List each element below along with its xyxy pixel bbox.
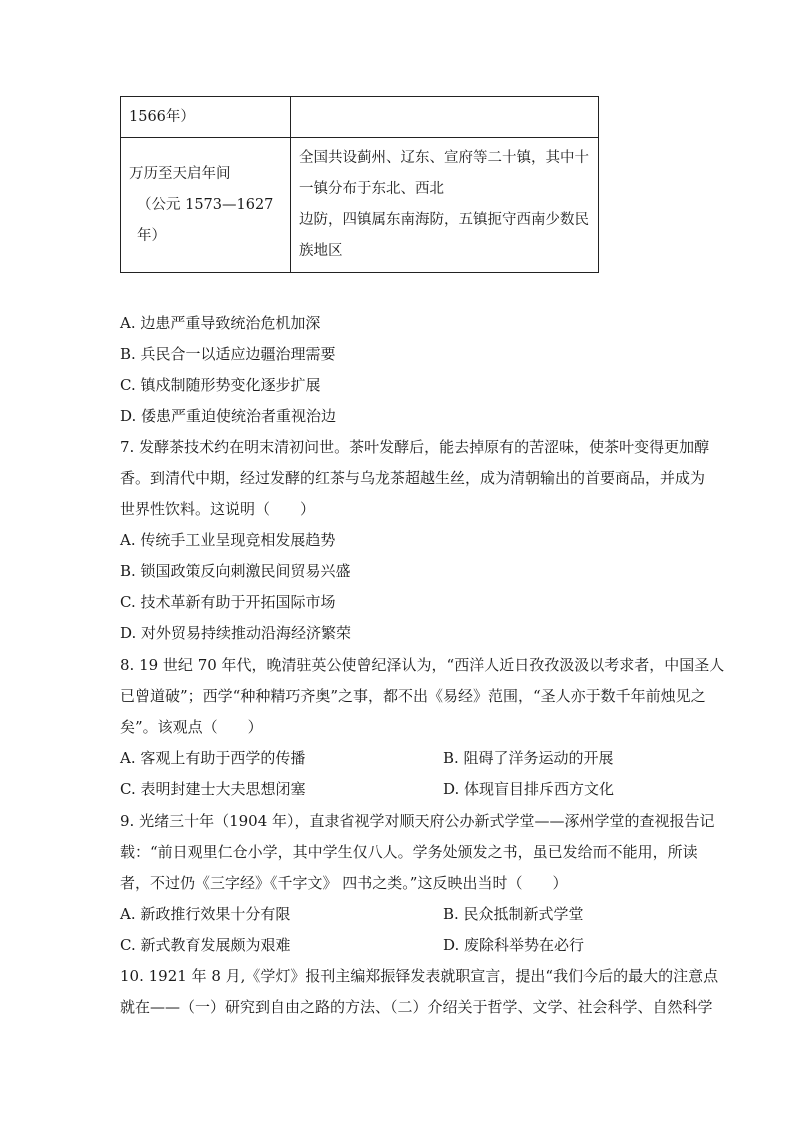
table-cell	[121, 138, 291, 273]
table-cell-line: 边防，四镇属东南海防，五镇扼守西南少数民	[299, 212, 589, 228]
q9-stem-line: 9. 光绪三十年（1904 年），直隶省视学对顺天府公办新式学堂——涿州学堂的查视报告记	[120, 812, 715, 830]
q8-stem-line: 矣”。该观点（ ）	[120, 718, 263, 736]
q8-stem-line: 8. 19 世纪 70 年代，晚清驻英公使曾纪泽认为，“西洋人近日孜孜汲汲以考求者，中国圣人	[120, 656, 725, 674]
table-cell: 1566年）	[121, 97, 291, 138]
q10-stem-line: 就在——（一）研究到自由之路的方法、（二）介绍关于哲学、文学、社会科学、自然科学	[120, 998, 713, 1016]
table-cell-line: 全国共设蓟州、辽东、宣府等二十镇，其中十	[299, 150, 589, 166]
q8-option-a: A. 客观上有助于西学的传播	[120, 749, 306, 767]
q8-option-b: B. 阻碍了洋务运动的开展	[443, 749, 614, 767]
q9-stem-line: 载：“前日观里仁仓小学，其中学生仅八人。学务处颁发之书，虽已发给而不能用，所读	[120, 843, 698, 861]
q7-option-a: A. 传统手工业呈现竞相发展趋势	[120, 531, 336, 549]
q9-option-c: C. 新式教育发展颇为艰难	[120, 936, 291, 954]
q9-option-d: D. 废除科举势在必行	[443, 936, 585, 954]
q7-option-c: C. 技术革新有助于开拓国际市场	[120, 593, 336, 611]
q6-option-a: A. 边患严重导致统治危机加深	[120, 314, 321, 332]
q7-option-b: B. 锁国政策反向刺激民间贸易兴盛	[120, 562, 351, 580]
q6-option-d: D. 倭患严重迫使统治者重视治边	[120, 407, 337, 425]
q10-stem-line: 10. 1921 年 8 月,《学灯》报刊主编郑振铎发表就职宣言，提出“我们今后的最大的注意点	[120, 967, 719, 985]
q6-option-b: B. 兵民合一以适应边疆治理需要	[120, 345, 336, 363]
table-cell-line: 万历至天启年间	[129, 165, 231, 182]
table-row	[121, 97, 599, 138]
q7-stem-line: 香。到清代中期，经过发酵的红茶与乌龙茶超越生丝，成为清朝输出的首要商品，并成为	[120, 469, 706, 487]
q9-stem-line: 者，不过仍《三字经》《千字文》 四书之类。”这反映出当时（ ）	[120, 874, 568, 892]
table-cell	[291, 138, 599, 273]
history-table	[120, 96, 599, 273]
q7-stem-line: 世界性饮料。这说明（ ）	[120, 500, 316, 518]
table-cell-line: 族地区	[299, 243, 343, 259]
q9-option-b: B. 民众抵制新式学堂	[443, 905, 584, 923]
q6-option-c: C. 镇戍制随形势变化逐步扩展	[120, 376, 321, 394]
q8-option-d: D. 体现盲目排斥西方文化	[443, 780, 615, 798]
q7-option-d: D. 对外贸易持续推动沿海经济繁荣	[120, 624, 352, 642]
q8-stem-line: 已曾道破”；西学“种种精巧齐奥”之事，都不出《易经》范围，“圣人亦于数千年前烛见之	[120, 687, 706, 705]
table-cell-line: （公元 1573—1627 年）	[137, 196, 274, 244]
q7-stem-line: 7. 发酵茶技术约在明末清初问世。茶叶发酵后，能去掉原有的苦涩味，使茶叶变得更加醇	[120, 438, 710, 456]
q9-option-a: A. 新政推行效果十分有限	[120, 905, 291, 923]
q8-option-c: C. 表明封建士大夫思想闭塞	[120, 780, 306, 798]
table-cell	[291, 97, 599, 138]
table-cell-line: 一镇分布于东北、西北	[299, 181, 444, 197]
table-row	[121, 138, 599, 273]
